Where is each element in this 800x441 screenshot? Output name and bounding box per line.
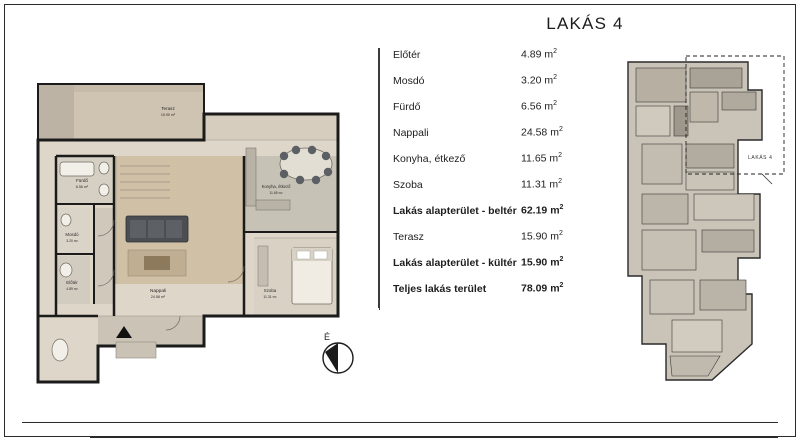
table-row xyxy=(393,282,610,308)
page-bottom-rule-2 xyxy=(90,437,778,438)
row-value-unit: 2 xyxy=(553,100,558,107)
site-building-mass xyxy=(628,62,762,380)
row-value-number: 3.20 m xyxy=(521,74,554,87)
compass-north-letter: É xyxy=(324,332,331,342)
site-plan-drawing xyxy=(612,44,792,392)
row-value-number: 4.89 m xyxy=(521,48,554,61)
room-label: Terasz xyxy=(161,106,175,111)
row-value-number: 11.31 m xyxy=(521,178,559,191)
row-value xyxy=(521,126,610,139)
row-value-unit: 2 xyxy=(559,282,564,289)
row-value xyxy=(521,100,610,113)
row-value-unit: 2 xyxy=(558,230,563,237)
room-area: 11.65 m² xyxy=(269,191,283,195)
row-value xyxy=(521,204,610,217)
table-row xyxy=(393,100,610,126)
row-value xyxy=(521,152,610,165)
row-value-unit: 2 xyxy=(553,74,558,81)
row-label: Fürdő xyxy=(393,100,421,113)
row-label: Lakás alapterület - kültér xyxy=(393,256,517,269)
row-value-unit: 2 xyxy=(558,126,563,133)
row-value-number: 15.90 m xyxy=(521,230,559,243)
row-value-number: 24.58 m xyxy=(521,126,559,139)
room-label: Előtér xyxy=(66,280,78,285)
table-row xyxy=(393,178,610,204)
row-value-unit: 2 xyxy=(558,178,563,185)
row-label: Mosdó xyxy=(393,74,425,87)
row-value-unit: 2 xyxy=(559,256,564,263)
row-value-number: 11.65 m xyxy=(521,152,559,165)
room-area: 24.58 m² xyxy=(150,295,166,299)
table-row xyxy=(393,204,610,230)
room-label: Szoba xyxy=(263,288,277,293)
row-value-number: 78.09 m xyxy=(521,282,560,295)
room-area: 11.31 m² xyxy=(263,295,277,299)
room-label: Fürdő xyxy=(75,178,89,183)
row-value xyxy=(521,282,610,295)
room-area: 6.56 m² xyxy=(75,185,89,189)
row-label: Konyha, étkező xyxy=(393,152,466,165)
row-value-number: 15.90 m xyxy=(521,256,560,269)
room-label: Konyha, étkező xyxy=(261,184,291,189)
row-value-number: 62.19 m xyxy=(521,204,560,217)
table-row xyxy=(393,74,610,100)
table-row xyxy=(393,152,610,178)
room-label: Nappali xyxy=(149,289,167,294)
row-value xyxy=(521,74,610,87)
compass-rose xyxy=(318,332,358,378)
page-title: LAKÁS 4 xyxy=(546,14,624,33)
row-value-unit: 2 xyxy=(553,48,558,55)
area-table xyxy=(378,48,610,308)
site-plan-unit-label: LAKÁS 4 xyxy=(748,155,773,161)
row-label: Lakás alapterület - beltér xyxy=(393,204,517,217)
row-label: Előtér xyxy=(393,48,421,61)
page-bottom-rule-1 xyxy=(22,422,778,423)
row-label: Nappali xyxy=(393,126,429,139)
row-value xyxy=(521,178,610,191)
table-row xyxy=(393,256,610,282)
row-value xyxy=(521,256,610,269)
room-area: 4.89 m² xyxy=(66,287,78,291)
room-label: Mosdó xyxy=(65,232,79,237)
row-value-unit: 2 xyxy=(558,152,563,159)
row-value xyxy=(521,48,610,61)
row-label: Szoba xyxy=(393,178,423,191)
floor-plan-drawing xyxy=(20,70,350,390)
row-value-unit: 2 xyxy=(559,204,564,211)
row-label: Terasz xyxy=(393,230,424,243)
table-row xyxy=(393,126,610,152)
row-value-number: 6.56 m xyxy=(521,100,554,113)
row-value xyxy=(521,230,610,243)
room-area: 3.20 m² xyxy=(66,239,78,243)
room-area: 15.90 m² xyxy=(160,113,176,117)
table-row xyxy=(393,230,610,256)
row-label: Teljes lakás terület xyxy=(393,282,487,295)
table-row xyxy=(393,48,610,74)
